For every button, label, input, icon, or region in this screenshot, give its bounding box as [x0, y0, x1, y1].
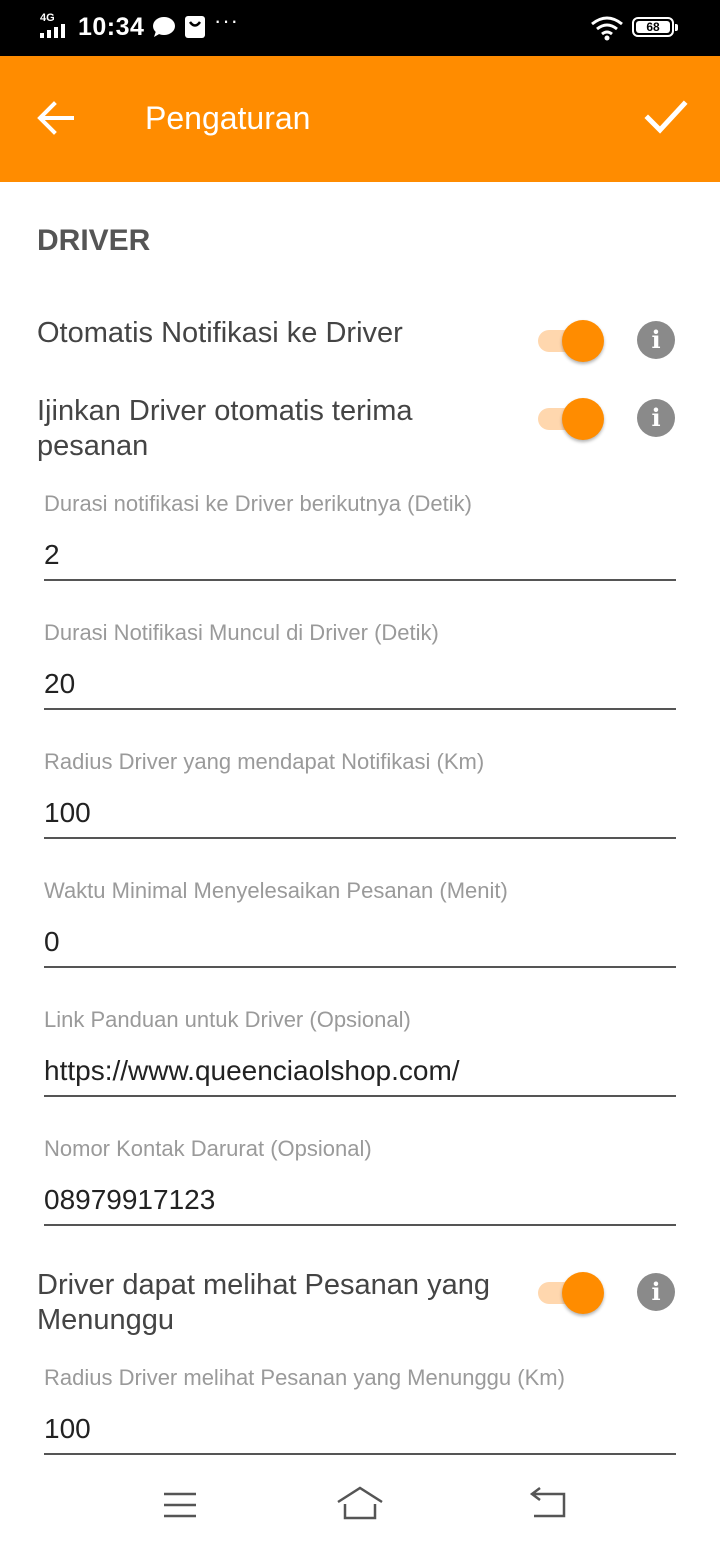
emergency-contact-input[interactable]: 08979917123 [44, 1182, 676, 1226]
guide-link-input[interactable]: https://www.queenciaolshop.com/ [44, 1053, 676, 1097]
signal-icon [40, 24, 72, 38]
auto-accept-toggle[interactable] [538, 396, 608, 440]
switch-label: Otomatis Notifikasi ke Driver [37, 317, 403, 349]
field-min-completion-time [44, 876, 676, 968]
switch-label: Driver dapat melihat Pesanan yang Menunggu [37, 1269, 490, 1336]
battery-icon [632, 17, 674, 37]
field-label: Radius Driver yang mendapat Notifikasi (Km) [44, 749, 485, 774]
auto-notify-toggle[interactable] [538, 318, 608, 362]
page-title: Pengaturan [145, 100, 311, 136]
field-notification-display-duration [44, 618, 676, 710]
home-icon [330, 1480, 390, 1530]
check-icon [640, 92, 690, 142]
waiting-orders-radius-input[interactable]: 100 [44, 1411, 676, 1455]
toggle-thumb [562, 1272, 604, 1314]
section-title: DRIVER [37, 224, 151, 257]
view-waiting-orders-toggle[interactable] [538, 1270, 608, 1314]
min-completion-time-input[interactable]: 0 [44, 924, 676, 968]
status-bar [0, 0, 720, 56]
field-label: Waktu Minimal Menyelesaikan Pesanan (Menit) [44, 878, 508, 903]
field-label: Radius Driver melihat Pesanan yang Menunggu (Km) [44, 1365, 565, 1390]
more-notifications-icon: ··· [214, 8, 239, 33]
menu-icon [150, 1480, 210, 1530]
next-notification-duration-input[interactable]: 2 [44, 537, 676, 581]
toggle-thumb [562, 320, 604, 362]
field-guide-link [44, 1005, 676, 1097]
system-nav-bar [0, 1466, 720, 1544]
field-label: Nomor Kontak Darurat (Opsional) [44, 1136, 372, 1161]
recent-apps-button[interactable] [150, 1480, 210, 1530]
shopping-bag-icon [184, 15, 206, 39]
arrow-left-icon [32, 94, 80, 142]
field-emergency-contact [44, 1134, 676, 1226]
notification-display-duration-input[interactable]: 20 [44, 666, 676, 710]
info-icon[interactable]: i [637, 1273, 675, 1311]
status-time: 10:34 [78, 13, 145, 41]
field-label: Durasi notifikasi ke Driver berikutnya (Detik) [44, 491, 472, 516]
field-waiting-orders-radius [44, 1363, 676, 1455]
back-icon [518, 1480, 578, 1530]
info-icon[interactable]: i [637, 321, 675, 359]
switch-label: Ijinkan Driver otomatis terima pesanan [37, 395, 413, 462]
wifi-icon [590, 15, 624, 41]
field-label: Link Panduan untuk Driver (Opsional) [44, 1007, 411, 1032]
nav-back-button[interactable] [518, 1480, 578, 1530]
toggle-thumb [562, 398, 604, 440]
app-bar [0, 56, 720, 182]
notification-radius-input[interactable]: 100 [44, 795, 676, 839]
home-button[interactable] [330, 1480, 390, 1530]
field-label: Durasi Notifikasi Muncul di Driver (Detik) [44, 620, 439, 645]
battery-level: 68 [636, 21, 670, 33]
chat-icon [152, 16, 176, 38]
field-notification-radius [44, 747, 676, 839]
save-button[interactable] [640, 92, 690, 142]
network-type: 4G [40, 12, 55, 24]
back-button[interactable] [32, 94, 80, 142]
field-next-notification-duration [44, 489, 676, 581]
info-icon[interactable]: i [637, 399, 675, 437]
